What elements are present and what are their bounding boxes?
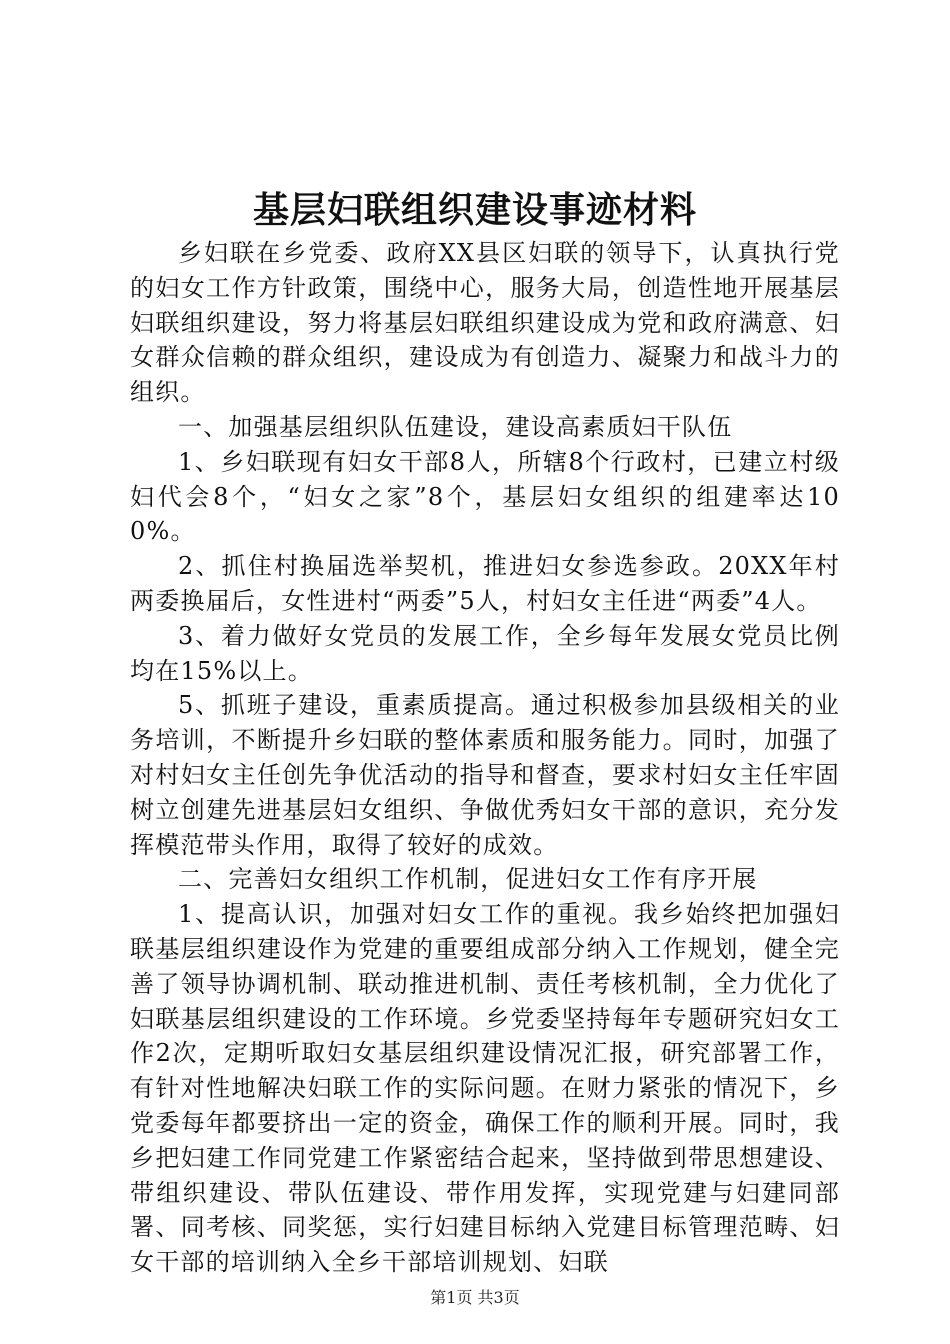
document-title: 基层妇联组织建设事迹材料 xyxy=(252,189,697,231)
paragraph-1-3: 3、着力做好女党员的发展工作，全乡每年发展女党员比例均在15%以上。 xyxy=(130,621,840,685)
section-heading-2: 二、完善妇女组织工作机制，促进妇女工作有序开展 xyxy=(178,865,758,894)
paragraph-1-5: 5、抓班子建设，重素质提高。通过积极参加县级相关的业务培训，不断提升乡妇联的整体素质和服务能力。同时，加强了对村妇女主任创先争优活动的指导和督查，要求村妇女主任牢固树立创建先进基层妇女组织、争做优秀妇女干部的意识，充分发挥模范带头作用，取得了较好的成效。 xyxy=(130,691,840,859)
document-body xyxy=(130,236,840,1280)
paragraph-1-1: 1、乡妇联现有妇女干部8人，所辖8个行政村，已建立村级妇代会8个，“妇女之家”8个，基层妇女组织的组建率达100%。 xyxy=(130,447,840,546)
section-heading-1: 一、加强基层组织队伍建设，建设高素质妇干队伍 xyxy=(178,412,733,441)
paragraph-intro: 乡妇联在乡党委、政府XX县区妇联的领导下，认真执行党的妇女工作方针政策，围绕中心，服务大局，创造性地开展基层妇联组织建设，努力将基层妇联组织建设成为党和政府满意、妇女群众信赖的群众组织，建设成为有创造力、凝聚力和战斗力的组织。 xyxy=(130,239,840,407)
paragraph-2-1: 1、提高认识，加强对妇女工作的重视。我乡始终把加强妇联基层组织建设作为党建的重要组成部分纳入工作规划，健全完善了领导协调机制、联动推进机制、责任考核机制，全力优化了妇联基层组织建设的工作环境。乡党委坚持每年专题研究妇女工作2次，定期听取妇女基层组织建设情况汇报，研究部署工作，有针对性地解决妇联工作的实际问题。在财力紧张的情况下，乡党委每年都要挤出一定的资金，确保工作的顺利开展。同时，我乡把妇建工作同党建工作紧密结合起来，坚持做到带思想建设、带组织建设、带队伍建设、带作用发挥，实现党建与妇建同部署、同考核、同奖惩，实行妇建目标纳入党建目标管理范畴、妇女干部的培训纳入全乡干部培训规划、妇联 xyxy=(130,900,840,1277)
page-number-footer: 第1页 共3页 xyxy=(430,1288,520,1307)
paragraph-1-2: 2、抓住村换届选举契机，推进妇女参选参政。20XX年村两委换届后，女性进村“两委”5人，村妇女主任进“两委”4人。 xyxy=(130,552,840,615)
